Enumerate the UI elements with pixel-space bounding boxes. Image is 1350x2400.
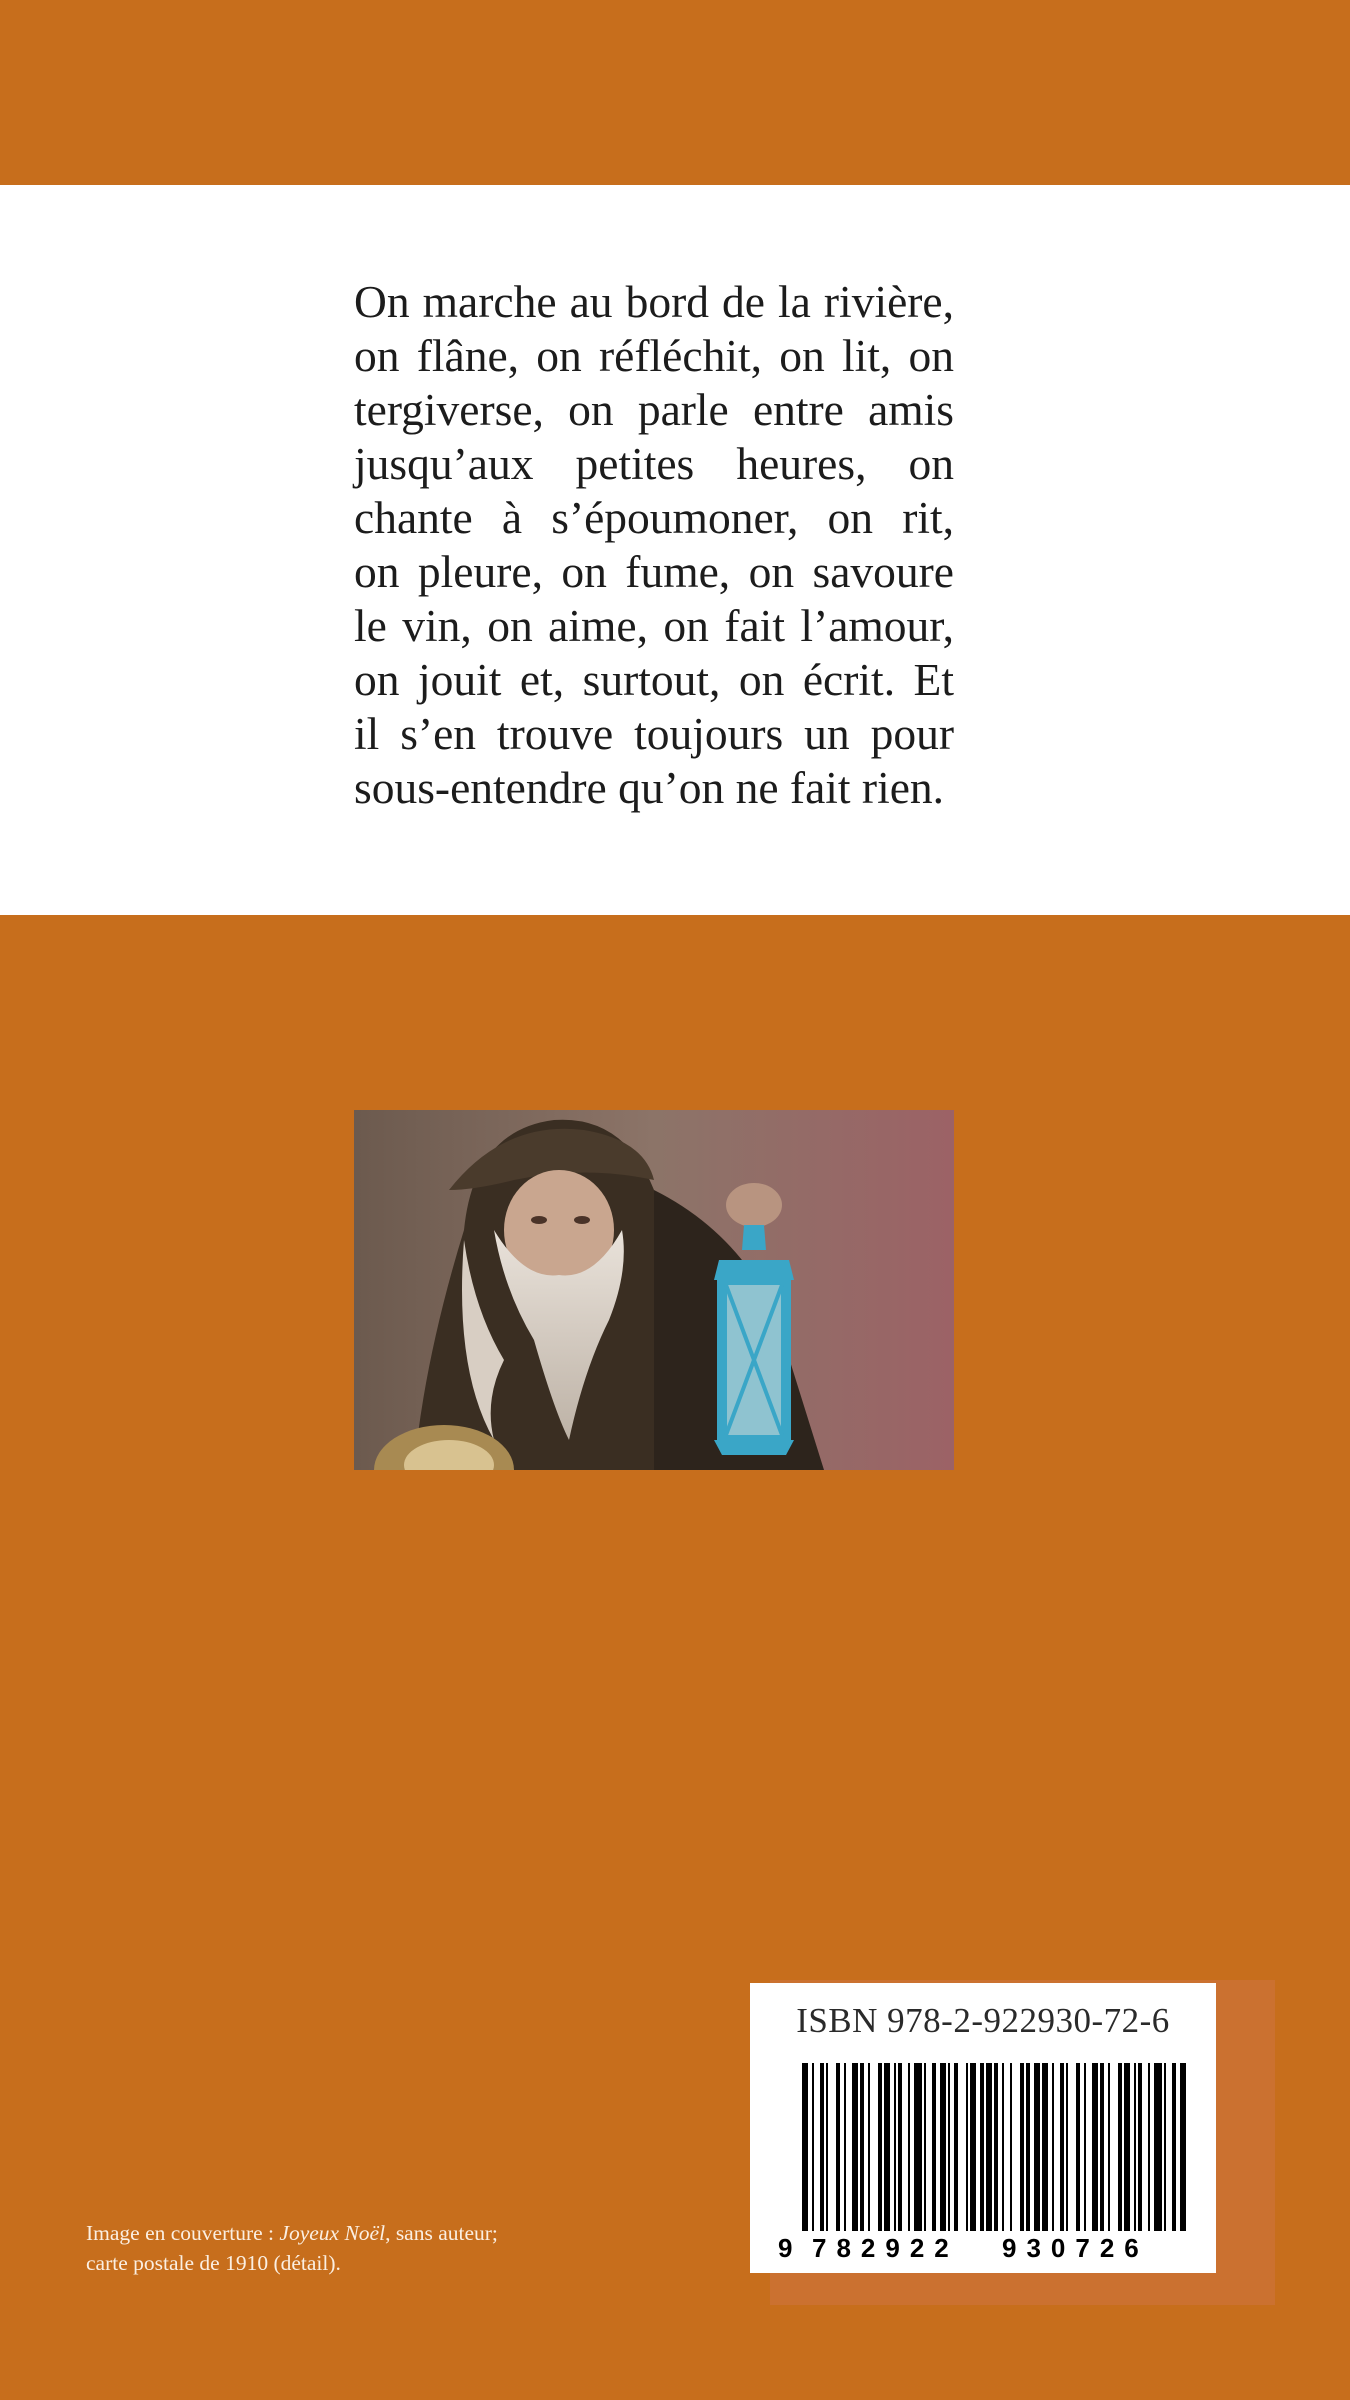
blurb-line: on jouit et, surtout, on écrit. Et [354, 654, 954, 705]
blurb-line: jusqu’aux petites heures, on [354, 438, 954, 489]
top-color-band [0, 0, 1350, 185]
cover-illustration [354, 1110, 954, 1470]
bearded-man-with-lantern-photo [354, 1110, 954, 1470]
isbn-number: ISBN 978-2-922930-72-6 [796, 2001, 1170, 2040]
blurb-line: on pleure, on fume, on savoure [354, 546, 954, 597]
blurb-line: on flâne, on réfléchit, on lit, on [354, 330, 954, 381]
back-cover-blurb [354, 275, 954, 815]
credit-title: Joyeux Noël [279, 2221, 386, 2245]
isbn-barcode [750, 1983, 1216, 2273]
blurb-line: tergiverse, on parle entre amis [354, 384, 954, 435]
barcode-digit-prefix: 9 [778, 2233, 793, 2263]
blurb-line: On marche au bord de la rivière, [354, 276, 954, 327]
credit-suffix: , sans auteur; [385, 2221, 498, 2245]
barcode-digits-right: 930726 [1002, 2233, 1149, 2263]
blurb-line: il s’en trouve toujours un pour [354, 708, 954, 759]
credit-prefix: Image en couverture : [86, 2221, 280, 2245]
barcode-digits-left: 782922 [812, 2233, 959, 2263]
barcode-bars [772, 2063, 1194, 2263]
cover-image-credit [86, 2218, 606, 2278]
blurb-line: le vin, on aime, on fait l’amour, [354, 600, 954, 651]
blurb-line: chante à s’époumoner, on rit, [354, 492, 954, 543]
blurb-line: sous-entendre qu’on ne fait rien. [354, 762, 945, 813]
credit-line-2: carte postale de 1910 (détail). [86, 2251, 341, 2275]
